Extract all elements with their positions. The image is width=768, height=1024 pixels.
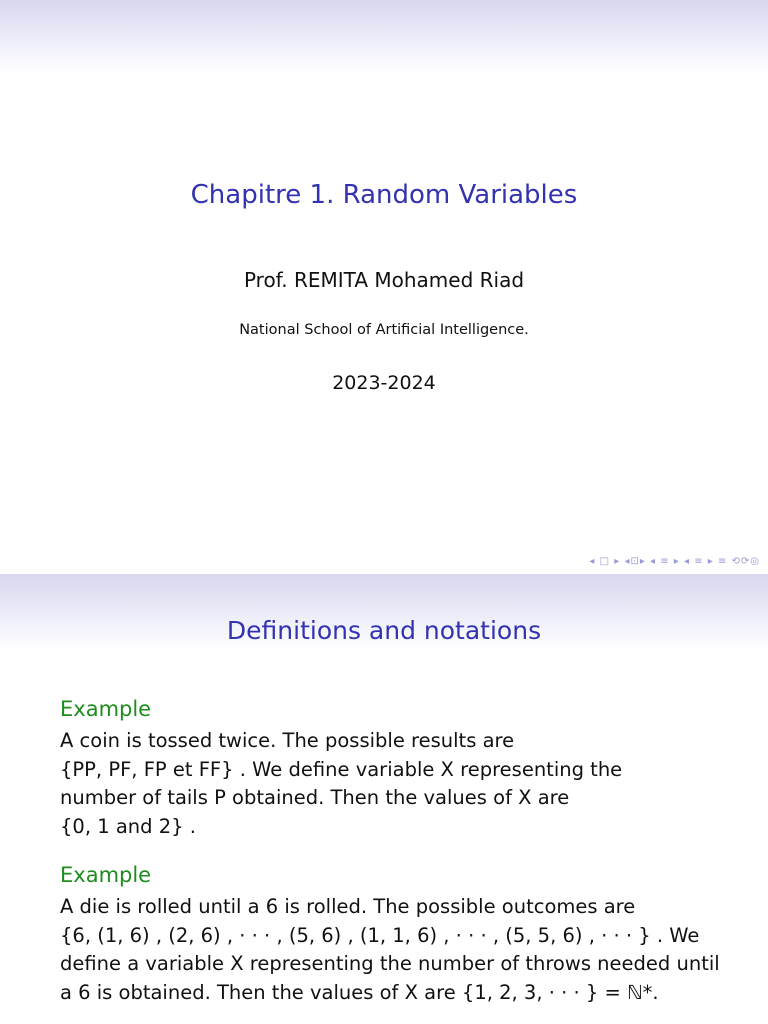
example-block-2 (60, 863, 720, 1007)
example-title: Example (60, 863, 152, 887)
presentation-title: Chapitre 1. Random Variables (190, 180, 578, 210)
beamer-navigation-icons[interactable]: ◂ □ ▸ ◂⊡▸ ◂ ≡ ▸ ◂ ≡ ▸ ≡ ⟲⟳◎ (589, 556, 760, 567)
example-line: number of tails P obtained. Then the values of X are (60, 786, 570, 810)
example-body (60, 727, 720, 841)
example-block-1 (60, 697, 720, 841)
example-body (60, 893, 720, 1007)
author-name: Prof. REMITA Mohamed Riad (243, 268, 525, 292)
example-line: a 6 is obtained. Then the values of X are {1, 2, 3, · · · } = ℕ*. (60, 980, 659, 1004)
example-line: define a variable X representing the number of throws needed until (60, 952, 720, 976)
example-line: A die is rolled until a 6 is rolled. The possible outcomes are (60, 895, 636, 918)
example-title: Example (60, 697, 152, 721)
example-line: A coin is tossed twice. The possible results are (60, 729, 515, 752)
example-line: {6, (1, 6) , (2, 6) , · · · , (5, 6) , (1, 1, 6) , · · · , (5, 5, 6) , · · · } . We (60, 923, 700, 947)
header-band (0, 0, 768, 74)
frame-title: Definitions and notations (226, 616, 542, 645)
example-line: {PP, PF, FP et FF} . We define variable X representing the (60, 757, 623, 781)
institution-name: National School of Artificial Intelligence. (239, 322, 529, 338)
definitions-slide (0, 574, 768, 1024)
academic-year: 2023-2024 (332, 372, 436, 394)
example-line: {0, 1 and 2} . (60, 814, 196, 838)
